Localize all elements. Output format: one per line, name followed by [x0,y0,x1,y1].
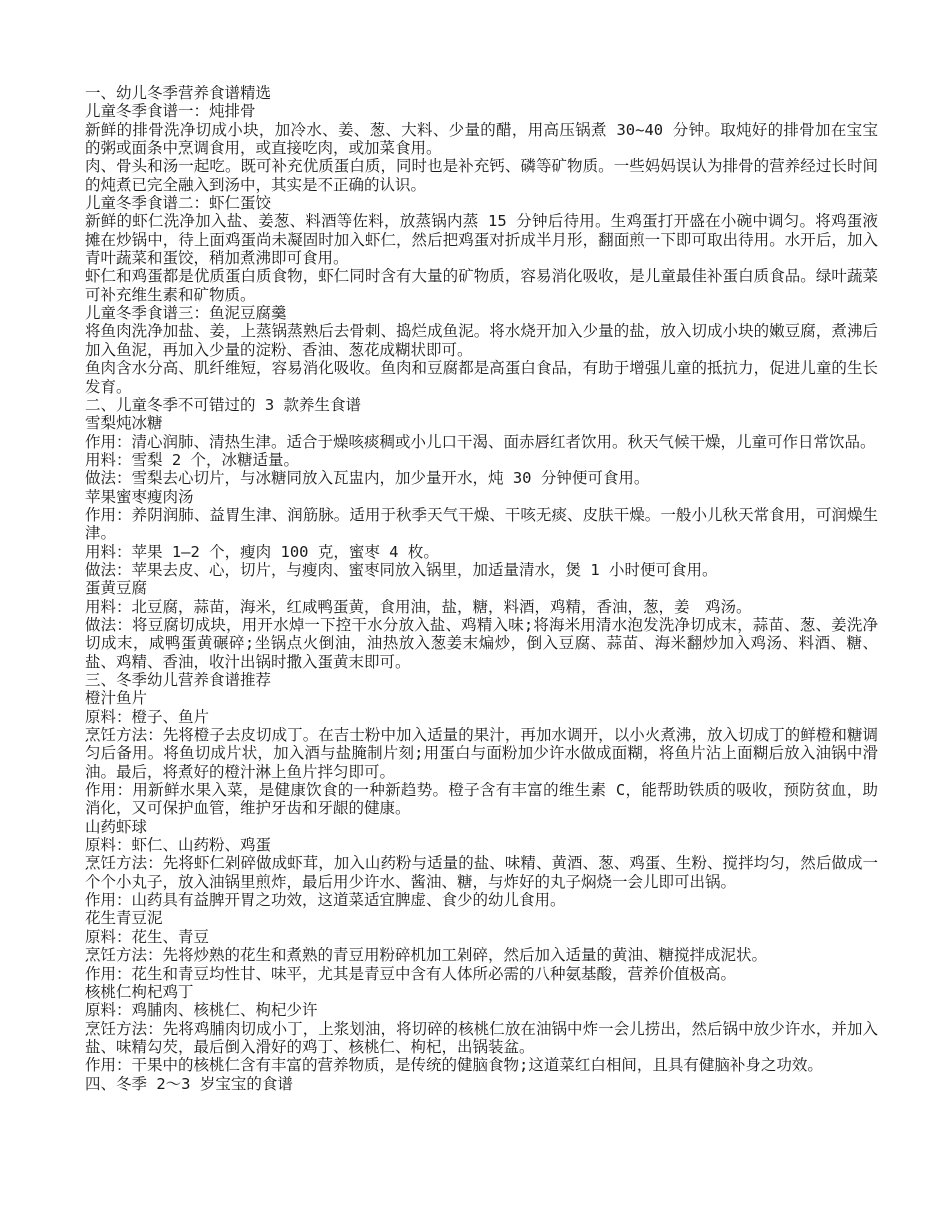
paragraph-21: 用料：北豆腐，蒜苗，海米，红咸鸭蛋黄，食用油，盐，糖，料酒，鸡精，香油，葱，姜 鸡汤。 [85,597,752,616]
paragraph-31: 作用：山药具有益脾开胃之功效，这道菜适宜脾虚、食少的幼儿食用。 [85,891,566,910]
paragraph-10: 鱼肉含水分高、肌纤维短，容易消化吸收。鱼肉和豆腐都是高蛋白食品，有助于增强儿童的抵抗力，促进儿童的生长发育。 [85,359,878,396]
paragraph-23: 三、冬季幼儿营养食谱推荐 [85,671,272,689]
paragraph-15: 做法：雪梨去心切片，与冰糖同放入瓦盅内，加少量开水，炖 30 分钟便可食用。 [85,469,650,488]
paragraph-22: 做法：将豆腐切成块，用开水焯一下控干水分放入盐、鸡精入味;将海米用清水泡发洗净切成末，蒜苗、葱、姜洗净切成末，咸鸭蛋黄碾碎;坐锅点火倒油，油热放入葱姜末煸炒，倒入豆腐、蒜苗、海米翻炒加入鸡汤、料酒、糖、盐、鸡精、香油，收汁出锅时撒入蛋黄末即可。 [85,615,878,671]
paragraph-19: 做法：苹果去皮、心，切片，与瘦肉、蜜枣同放入锅里，加适量清水，煲 1 小时便可食用。 [85,560,718,579]
paragraph-17: 作用：养阴润肺、益胃生津、润筋脉。适用于秋季天气干燥、干咳无痰、皮肤干燥。一般小儿秋天常食用，可润燥生津。 [85,505,878,543]
paragraph-20: 蛋黄豆腐 [85,579,148,598]
paragraph-25: 原料：橙子、鱼片 [85,707,210,726]
paragraph-37: 原料：鸡脯肉、核桃仁、枸杞少许 [85,1001,318,1020]
paragraph-11: 二、儿童冬季不可错过的 3 款养生食谱 [85,395,361,414]
paragraph-38: 烹饪方法：先将鸡脯肉切成小丁，上浆划油，将切碎的核桃仁放在油锅中炸一会儿捞出，然后锅中放少许水，并加入盐、味精勾芡，最后倒入滑好的鸡丁、核桃仁、枸杞，出锅装盆。 [85,1019,878,1056]
paragraph-12: 雪梨炖冰糖 [85,414,163,433]
paragraph-28: 山药虾球 [85,817,148,836]
paragraph-4: 肉、骨头和汤一起吃。既可补充优质蛋白质，同时也是补充钙、磷等矿物质。一些妈妈误认为排骨的营养经过长时间的炖煮已完全融入到汤中，其实是不正确的认识。 [85,157,878,194]
paragraph-16: 苹果蜜枣瘦肉汤 [85,487,194,506]
paragraph-39: 作用：干果中的核桃仁含有丰富的营养物质，是传统的健脑食物;这道菜红白相间，且具有健脑补身之功效。 [85,1056,823,1075]
paragraph-29: 原料：虾仁、山药粉、鸡蛋 [85,836,272,855]
paragraph-5: 儿童冬季食谱二：虾仁蛋饺 [85,194,272,213]
paragraph-32: 花生青豆泥 [85,909,163,928]
paragraph-35: 作用：花生和青豆均性甘、味平，尤其是青豆中含有人体所必需的八种氨基酸，营养价值极高。 [85,964,737,983]
paragraph-2: 儿童冬季食谱一：炖排骨 [85,102,256,121]
document-content [85,84,878,1093]
paragraph-34: 烹饪方法：先将炒熟的花生和煮熟的青豆用粉碎机加工剁碎，然后加入适量的黄油、糖搅拌成泥状。 [85,946,768,965]
paragraph-1: 一、幼儿冬季营养食谱精选 [85,84,272,102]
paragraph-26: 烹饪方法：先将橙子去皮切成丁。在吉士粉中加入适量的果汁，再加水调开，以小火煮沸，放入切成丁的鲜橙和糖调匀后备用。将鱼切成片状，加入酒与盐腌制片刻;用蛋白与面粉加少许水做成面糊，将鱼片沾上面糊后放入油锅中滑油。最后，将煮好的橙汁淋上鱼片拌匀即可。 [85,726,878,781]
paragraph-36: 核桃仁枸杞鸡丁 [85,982,194,1001]
paragraph-6: 新鲜的虾仁洗净加入盐、姜葱、料酒等佐料，放蒸锅内蒸 15 分钟后待用。生鸡蛋打开盛在小碗中调匀。将鸡蛋液摊在炒锅中，待上面鸡蛋尚未凝固时加入虾仁，然后把鸡蛋对折成半月形，翻面煎一下即可取出待用。水开后，加入青叶蔬菜和蛋饺，稍加煮沸即可食用。 [85,212,878,268]
paragraph-30: 烹饪方法：先将虾仁剁碎做成虾茸，加入山药粉与适量的盐、味精、黄酒、葱、鸡蛋、生粉、搅拌均匀，然后做成一个个小丸子，放入油锅里煎炸，最后用少许水、酱油、糖，与炸好的丸子焖烧一会儿即可出锅。 [85,854,878,891]
paragraph-18: 用料：苹果 1—2 个，瘦肉 100 克，蜜枣 4 枚。 [85,542,439,561]
paragraph-40: 四、冬季 2～3 岁宝宝的食谱 [85,1074,293,1093]
paragraph-13: 作用：清心润肺、清热生津。适合于燥咳痰稠或小儿口干渴、面赤唇红者饮用。秋天气候干燥，儿童可作日常饮品。 [85,432,876,451]
paragraph-33: 原料：花生、青豆 [85,927,210,946]
paragraph-7: 虾仁和鸡蛋都是优质蛋白质食物，虾仁同时含有大量的矿物质，容易消化吸收，是儿童最佳补蛋白质食品。绿叶蔬菜可补充维生素和矿物质。 [85,267,878,304]
paragraph-24: 橙汁鱼片 [85,689,148,708]
paragraph-14: 用料：雪梨 2 个，冰糖适量。 [85,450,299,469]
paragraph-27: 作用：用新鲜水果入菜，是健康饮食的一种新趋势。橙子含有丰富的维生素 C，能帮助铁质的吸收，预防贫血，助消化，又可保护血管，维护牙齿和牙龈的健康。 [85,781,878,818]
paragraph-8: 儿童冬季食谱三：鱼泥豆腐羹 [85,304,287,323]
paragraph-9: 将鱼肉洗净加盐、姜，上蒸锅蒸熟后去骨刺、捣烂成鱼泥。将水烧开加入少量的盐，放入切成小块的嫩豆腐，煮沸后加入鱼泥，再加入少量的淀粉、香油、葱花成糊状即可。 [85,322,878,359]
paragraph-3: 新鲜的排骨洗净切成小块，加冷水、姜、葱、大料、少量的醋，用高压锅煮 30~40 分钟。取炖好的排骨加在宝宝的粥或面条中烹调食用，或直接吃肉，或加菜食用。 [85,120,878,158]
